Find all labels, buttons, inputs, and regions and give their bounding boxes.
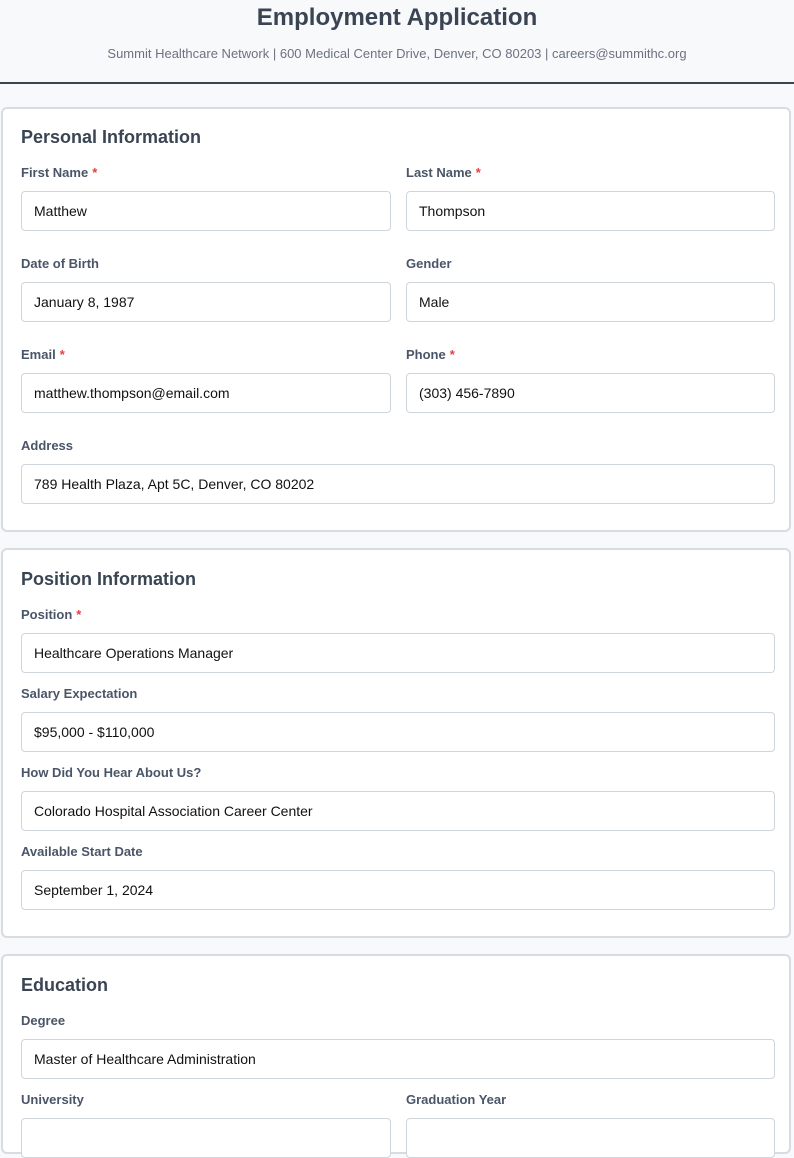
page-header (0, 0, 794, 84)
email-input[interactable]: matthew.thompson@email.com (21, 373, 391, 413)
start-date-input[interactable]: September 1, 2024 (21, 870, 775, 910)
section-title: Position Information (21, 569, 196, 589)
salary-expectation-field (21, 686, 775, 752)
degree-field (21, 1013, 775, 1079)
last-name-field (406, 165, 775, 231)
salary-expectation-input[interactable]: $95,000 - $110,000 (21, 712, 775, 752)
degree-label: Degree (21, 1013, 66, 1028)
gender-input[interactable]: Male (406, 282, 775, 322)
salary-expectation-label: Salary Expectation (21, 686, 138, 701)
position-input[interactable]: Healthcare Operations Manager (21, 633, 775, 673)
page-subtitle: Summit Healthcare Network | 600 Medical Center Drive, Denver, CO 80203 | careers@summithc.org (107, 46, 687, 61)
required-marker: * (449, 347, 455, 362)
date-of-birth-field (21, 256, 391, 322)
graduation-year-label: Graduation Year (406, 1092, 507, 1107)
first-name-input[interactable]: Matthew (21, 191, 391, 231)
referral-source-label: How Did You Hear About Us? (21, 765, 202, 780)
first-name-label: First Name * (21, 165, 98, 180)
required-marker: * (92, 165, 98, 180)
required-marker: * (76, 607, 82, 622)
last-name-label: Last Name * (406, 165, 481, 180)
education-section (1, 954, 791, 1154)
personal-information-section (1, 107, 791, 532)
email-field (21, 347, 391, 413)
date-of-birth-label: Date of Birth (21, 256, 99, 271)
section-title: Personal Information (21, 127, 202, 147)
address-label: Address (21, 438, 74, 453)
required-marker: * (59, 347, 65, 362)
required-marker: * (475, 165, 481, 180)
last-name-input[interactable]: Thompson (406, 191, 775, 231)
position-information-section (1, 548, 791, 938)
phone-label: Phone * (406, 347, 455, 362)
address-field (21, 438, 775, 504)
university-input[interactable] (21, 1118, 391, 1158)
phone-field (406, 347, 775, 413)
phone-input[interactable]: (303) 456-7890 (406, 373, 775, 413)
position-label: Position * (21, 607, 82, 622)
graduation-year-field (406, 1092, 775, 1158)
date-of-birth-input[interactable]: January 8, 1987 (21, 282, 391, 322)
start-date-field (21, 844, 775, 910)
graduation-year-input[interactable] (406, 1118, 775, 1158)
first-name-field (21, 165, 391, 231)
university-label: University (21, 1092, 84, 1107)
start-date-label: Available Start Date (21, 844, 143, 859)
section-title: Education (21, 975, 109, 995)
email-label: Email * (21, 347, 65, 362)
university-field (21, 1092, 391, 1158)
referral-source-input[interactable]: Colorado Hospital Association Career Center (21, 791, 775, 831)
referral-source-field (21, 765, 775, 831)
degree-input[interactable]: Master of Healthcare Administration (21, 1039, 775, 1079)
gender-field (406, 256, 775, 322)
gender-label: Gender (406, 256, 452, 271)
page-title: Employment Application (256, 4, 538, 31)
position-field (21, 607, 775, 673)
address-input[interactable]: 789 Health Plaza, Apt 5C, Denver, CO 80202 (21, 464, 775, 504)
